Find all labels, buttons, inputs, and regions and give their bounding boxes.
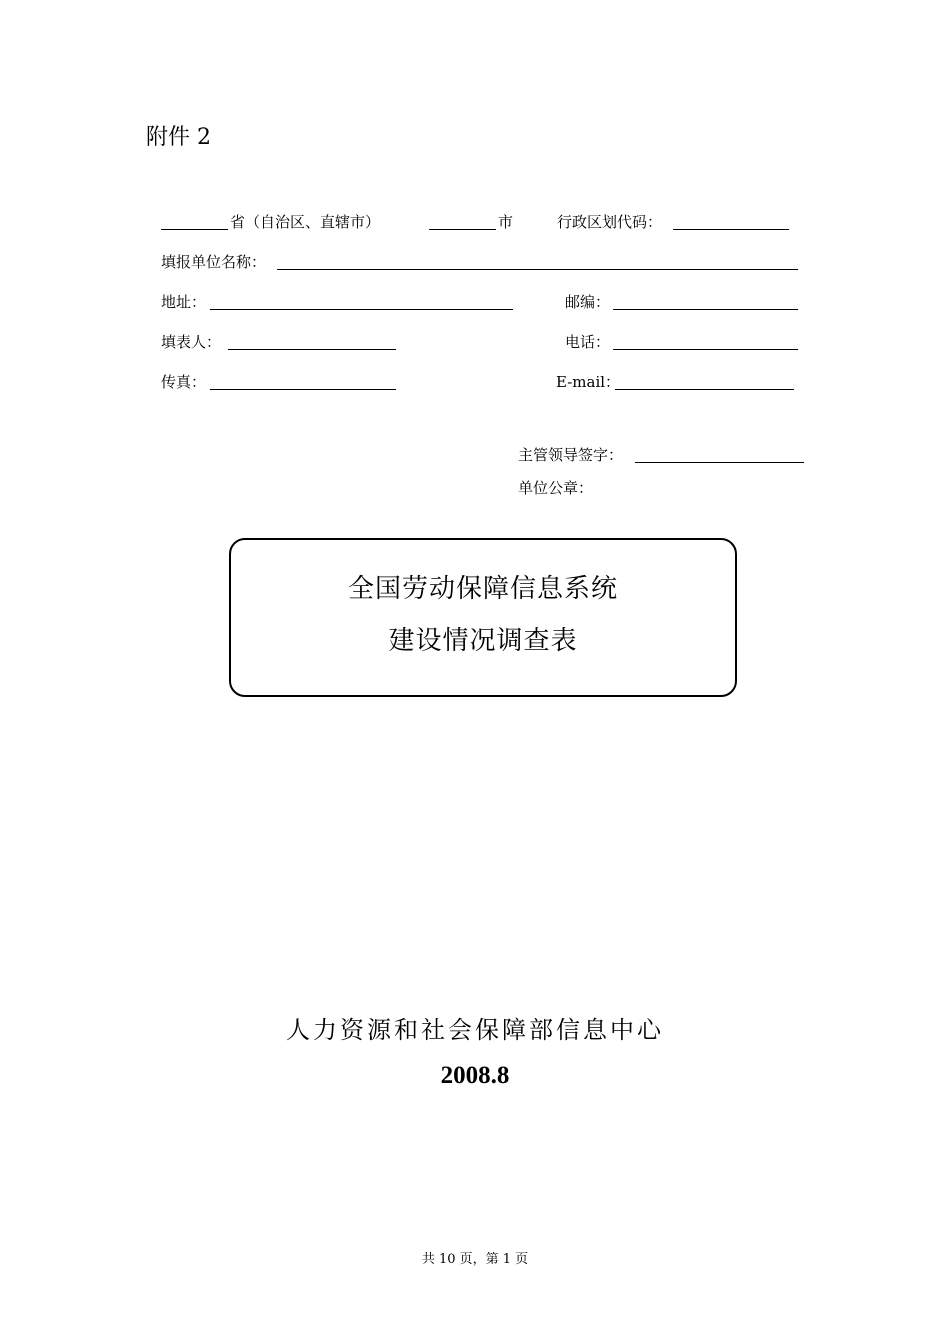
- address-label: 地址：: [161, 293, 207, 311]
- email-input-line[interactable]: [615, 389, 794, 390]
- leader-sign-label: 主管领导签字：: [518, 446, 624, 464]
- province-input-line[interactable]: [161, 229, 228, 230]
- leader-sign-input-line[interactable]: [635, 462, 804, 463]
- filler-input-line[interactable]: [228, 349, 396, 350]
- region-code-input-line[interactable]: [673, 229, 789, 230]
- title-line-2: 建设情况调查表: [388, 626, 578, 656]
- issue-date: 2008.8: [440, 1062, 510, 1089]
- postcode-label: 邮编：: [565, 293, 611, 311]
- filler-label: 填表人：: [161, 333, 222, 351]
- page-footer: 共 10 页，第 1 页: [421, 1252, 529, 1267]
- phone-input-line[interactable]: [613, 349, 798, 350]
- attachment-label: 附件 2: [146, 125, 211, 150]
- address-input-line[interactable]: [210, 309, 513, 310]
- unit-name-input-line[interactable]: [277, 269, 798, 270]
- city-suffix-label: 市: [498, 213, 514, 231]
- title-line-1: 全国劳动保障信息系统: [347, 574, 618, 604]
- email-label: E-mail：: [556, 373, 621, 391]
- postcode-input-line[interactable]: [613, 309, 798, 310]
- region-code-label: 行政区划代码：: [557, 213, 663, 231]
- unit-name-label: 填报单位名称：: [161, 253, 267, 271]
- title-box: [229, 538, 737, 697]
- seal-label: 单位公章：: [518, 479, 594, 497]
- phone-label: 电话：: [565, 333, 611, 351]
- issuer-name: 人力资源和社会保障部信息中心: [286, 1016, 664, 1044]
- fax-input-line[interactable]: [210, 389, 396, 390]
- fax-label: 传真：: [161, 373, 207, 391]
- province-suffix-label: 省（自治区、直辖市）: [230, 213, 381, 231]
- city-input-line[interactable]: [429, 229, 496, 230]
